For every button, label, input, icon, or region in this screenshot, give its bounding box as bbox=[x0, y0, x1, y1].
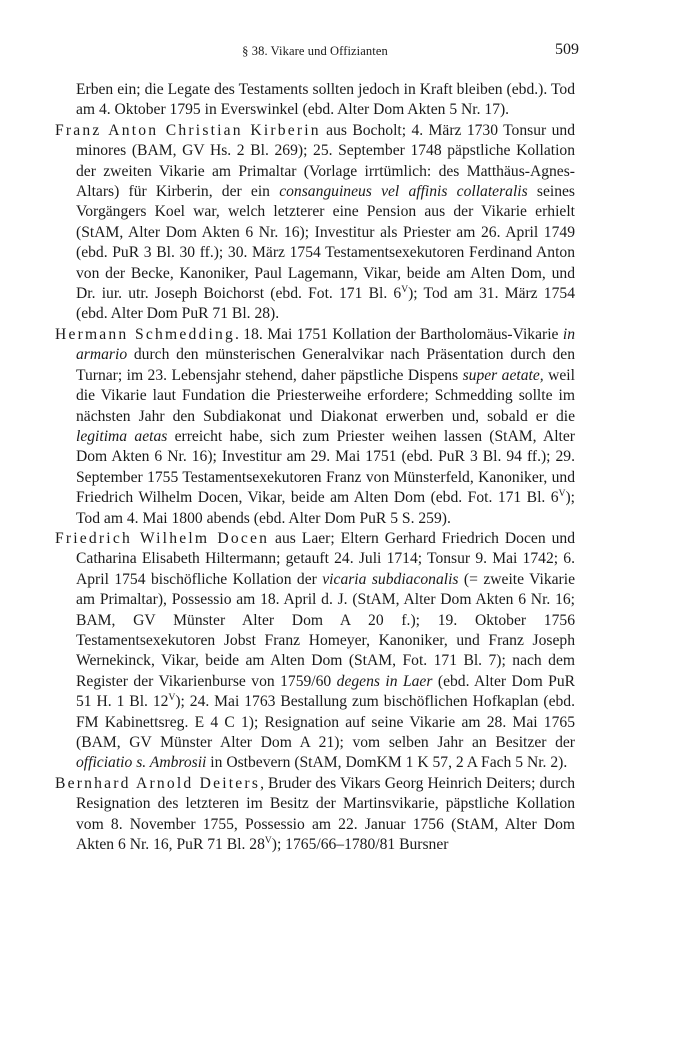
entry-name: Hermann Schmedding bbox=[55, 325, 235, 343]
entry-deiters bbox=[55, 774, 575, 856]
verso-mark: V bbox=[168, 693, 176, 704]
entry-name: Friedrich Wilhelm Docen bbox=[55, 529, 270, 547]
entry-text: ); 24. Mai 1763 Bestallung zum bischöflichen Hofkaplan (ebd. FM Kabinettsreg. E 4 C 1); Resignation auf seine Vikarie am 28. Mai 1765 (BAM, GV Münster Alter Dom A 21); vom selben Jahr an Besitzer der bbox=[76, 693, 575, 751]
running-head bbox=[55, 41, 579, 66]
entry-latin-term: degens in Laer bbox=[336, 672, 433, 690]
entry-text: ); Tod am 31. März 1754 (ebd. Alter Dom PuR 71 Bl. 28). bbox=[76, 285, 575, 323]
verso-mark: V bbox=[401, 285, 409, 296]
entry-latin-term: vicaria subdiaconalis bbox=[322, 570, 459, 588]
entry-latin-term: legitima aetas bbox=[76, 427, 168, 445]
entry-text: durch den münsterischen Generalvikar nach Präsentation durch den Turnar; im 23. Lebensjahr stehend, daher päpstliche Dispens bbox=[76, 346, 575, 384]
entry-text: . 18. Mai 1751 Kollation der Bartholomäus-Vikarie bbox=[235, 325, 563, 343]
body-text bbox=[55, 80, 575, 855]
entry-continuation bbox=[55, 80, 575, 121]
entry-name: Bernhard Arnold Deiters bbox=[55, 774, 261, 792]
entry-docen bbox=[55, 529, 575, 774]
entry-text: ); 1765/66–1780/81 Bursner bbox=[271, 836, 449, 854]
entry-text: erreicht habe, sich zum Priester weihen lassen (StAM, Alter Dom Akten 6 Nr. 16); Investitur am 29. Mai 1751 (ebd. PuR 3 Bl. 94 ff.); 29. September 1755 Testamentsexekutoren Franz von Münsterfeld, Kanoniker, und Friedrich Wilhelm Docen, Vikar, beide am Alten Dom (ebd. Fot. 171 Bl. 6 bbox=[76, 427, 575, 507]
entry-latin-term: in armario bbox=[76, 325, 575, 364]
entry-schmedding bbox=[55, 325, 575, 529]
entry-text: ); Tod am 4. Mai 1800 abends (ebd. Alter Dom PuR 5 S. 259). bbox=[76, 489, 575, 527]
verso-mark: V bbox=[264, 836, 272, 847]
entry-text: weil die Vikarie laut Fundation die Priesterweihe erfordere; Schmedding sollte im nächsten Jahr den Subdiakonat und Diakonat erwerben und, sobald er die bbox=[76, 366, 575, 425]
entry-text: (ebd. Alter Dom PuR 51 H. 1 Bl. 12 bbox=[76, 672, 576, 711]
running-title: § 38. Vikare und Offizianten bbox=[242, 44, 388, 58]
entry-latin-term: super aetate, bbox=[462, 366, 544, 384]
entry-text: aus Laer; Eltern Gerhard Friedrich Docen und Catharina Elisabeth Hiltermann; getauft 24. Juli 1714; Tonsur 9. Mai 1742; 6. April 1754 bischöfliche Kollation der bbox=[76, 529, 575, 588]
entry-text: (= zweite Vikarie am Primaltar), Possessio am 18. April d. J. (StAM, Alter Dom Akten 6 Nr. 16; BAM, GV Münster Alter Dom A 20 f.); 19. Oktober 1756 Testamentsexekutoren Jobst Franz Homeyer, Kanoniker, und Franz Joseph Wernekinck, Vikar, beide am Alten Dom (StAM, Fot. 171 Bl. 7); nach dem Register der Vikarienburse von 1759/60 bbox=[76, 570, 575, 690]
verso-mark: V bbox=[558, 489, 566, 500]
entry-name: Franz Anton Christian Kirberin bbox=[55, 121, 321, 139]
entry-text: in Ostbevern (StAM, DomKM 1 K 57, 2 A Fach 5 Nr. 2). bbox=[206, 754, 568, 772]
entry-text: , Bruder des Vikars Georg Heinrich Deiters; durch Resignation des letzteren im Besitz der Martinsvikarie, päpstliche Kollation vom 8. November 1755, Possessio am 22. Januar 1756 (StAM, Alter Dom Akten 6 Nr. 16, PuR 71 Bl. 28 bbox=[76, 774, 575, 854]
entry-latin-term: officiatio s. Ambrosii bbox=[76, 754, 207, 772]
entry-text: seines Vorgängers Koel war, welch letzterer eine Pension aus der Vikarie erhielt (StAM, Alter Dom Akten 6 Nr. 16); Investitur als Priester am 26. April 1749 (ebd. PuR 3 Bl. 30 ff.); 30. März 1754 Testamentsexekutoren Ferdinand Anton von der Becke, Kanoniker, Paul Lagemann, Vikar, beide am Alten Dom, und Dr. iur. utr. Joseph Boichorst (ebd. Fot. 171 Bl. 6 bbox=[76, 183, 575, 303]
entry-latin-term: consanguineus vel affinis collateralis bbox=[279, 183, 528, 201]
entry-text: aus Bocholt; 4. März 1730 Tonsur und minores (BAM, GV Hs. 2 Bl. 269); 25. September 1748 päpstliche Kollation der zweiten Vikarie am Primaltar (Vorlage irrtümlich: des Matthäus-Agnes-Altars) für Kirberin, der ein bbox=[76, 121, 575, 201]
page-number: 509 bbox=[555, 41, 579, 58]
entry-text: Erben ein; die Legate des Testaments sollten jedoch in Kraft bleiben (ebd.). Tod am 4. Oktober 1795 in Everswinkel (ebd. Alter Dom Akten 5 Nr. 17). bbox=[76, 81, 575, 119]
entry-kirberin bbox=[55, 121, 575, 325]
